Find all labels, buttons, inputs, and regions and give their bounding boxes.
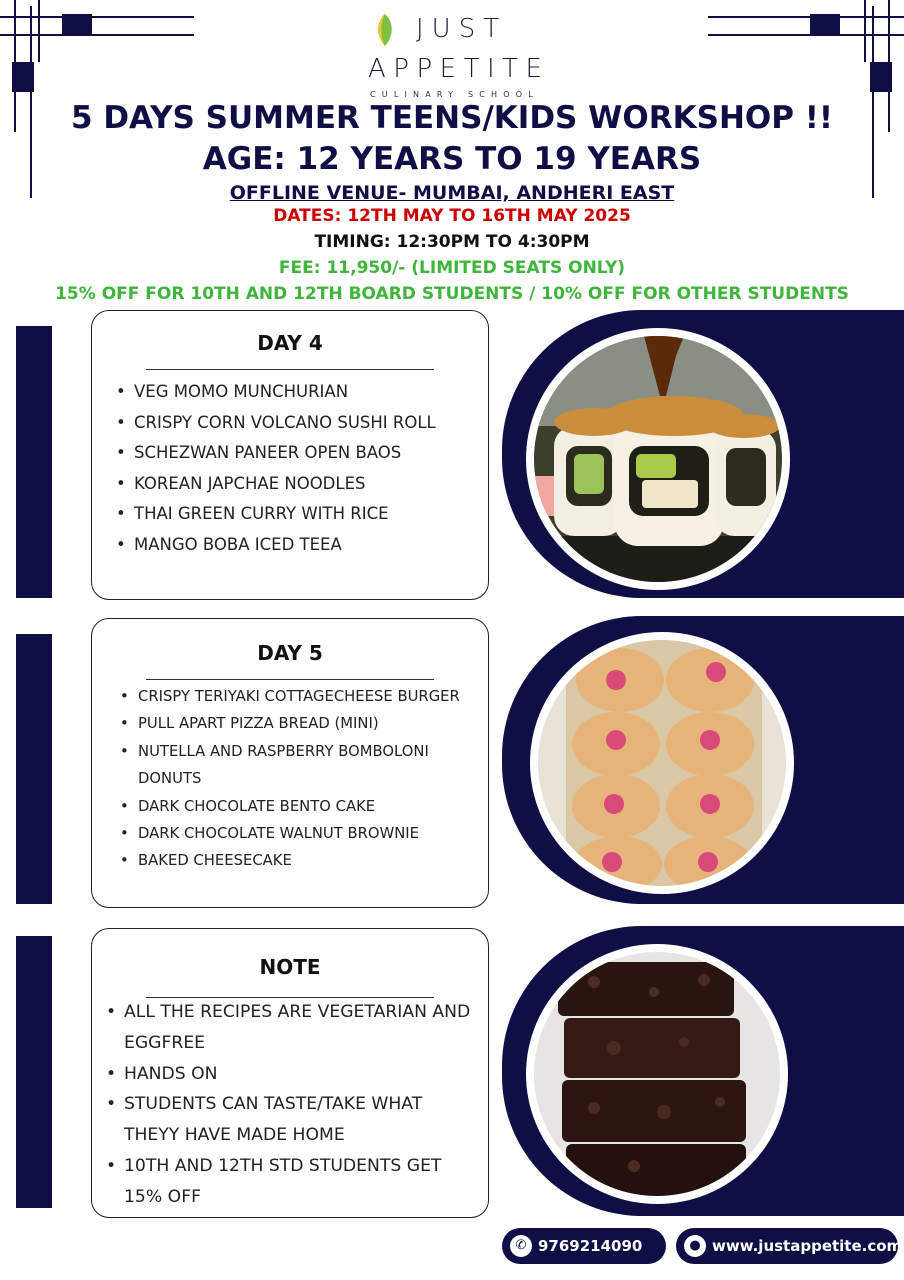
side-bar-note [16,936,52,1208]
divider [146,369,434,370]
globe-icon: ● [684,1235,706,1257]
list-item: • ALL THE RECIPES ARE VEGETARIAN AND EGGFREE [124,997,476,1059]
day5-menu-list [138,683,468,875]
brand-just: JUST [416,14,508,44]
list-item: • DARK CHOCOLATE BENTO CAKE [138,793,468,820]
list-item: • HANDS ON [124,1059,476,1090]
brownie-photo [534,952,780,1196]
day4-card [91,310,489,600]
list-item: • PULL APART PIZZA BREAD (MINI) [138,710,468,737]
leaf-icon [376,14,394,46]
side-bar-day5 [16,634,52,904]
venue: OFFLINE VENUE- MUMBAI, ANDHERI EAST [229,182,675,204]
list-item: • VEG MOMO MUNCHURIAN [134,377,436,408]
note-list [124,997,476,1213]
note-card [91,928,489,1218]
phone-contact[interactable] [502,1228,666,1264]
list-item: • DARK CHOCOLATE WALNUT BROWNIE [138,820,468,847]
dates: DATES: 12TH MAY TO 16TH MAY 2025 [273,206,631,226]
website-url: www.justappetite.com [712,1237,903,1255]
brand-logo [368,8,568,98]
list-item: • THAI GREEN CURRY WITH RICE [134,499,436,530]
list-item: • CRISPY TERIYAKI COTTAGECHEESE BURGER [138,683,468,710]
website-link[interactable] [676,1228,903,1264]
day5-card [91,618,489,908]
brand-subtitle: CULINARY SCHOOL [370,90,539,99]
day4-menu-list [134,377,436,561]
donuts-photo [538,640,786,886]
list-item: • KOREAN JAPCHAE NOODLES [134,469,436,500]
sushi-roll-photo [534,336,782,582]
note-title: NOTE [259,955,321,979]
list-item: • CRISPY CORN VOLCANO SUSHI ROLL [134,408,436,439]
fee: FEE: 11,950/- (LIMITED SEATS ONLY) [278,258,626,278]
discount-info: 15% OFF FOR 10TH AND 12TH BOARD STUDENTS / 10% OFF FOR OTHER STUDENTS [55,284,849,304]
timing: TIMING: 12:30PM TO 4:30PM [314,232,590,252]
list-item: • STUDENTS CAN TASTE/TAKE WHAT THEYY HAVE MADE HOME [124,1089,476,1151]
list-item: • BAKED CHEESECAKE [138,847,468,874]
day4-title: DAY 4 [257,331,323,355]
divider [146,679,434,680]
workshop-title: 5 DAYS SUMMER TEENS/KIDS WORKSHOP !! [70,100,834,136]
brand-appetite: APPETITE [368,54,550,84]
phone-icon: ✆ [510,1235,532,1257]
list-item: • NUTELLA AND RASPBERRY BOMBOLONI DONUTS [138,738,468,793]
list-item: • 10TH AND 12TH STD STUDENTS GET 15% OFF [124,1151,476,1213]
phone-number: 9769214090 [538,1237,643,1255]
side-bar-day4 [16,326,52,598]
age-range: AGE: 12 YEARS TO 19 YEARS [202,141,702,177]
list-item: • SCHEZWAN PANEER OPEN BAOS [134,438,436,469]
list-item: • MANGO BOBA ICED TEEA [134,530,436,561]
day5-title: DAY 5 [257,641,323,665]
